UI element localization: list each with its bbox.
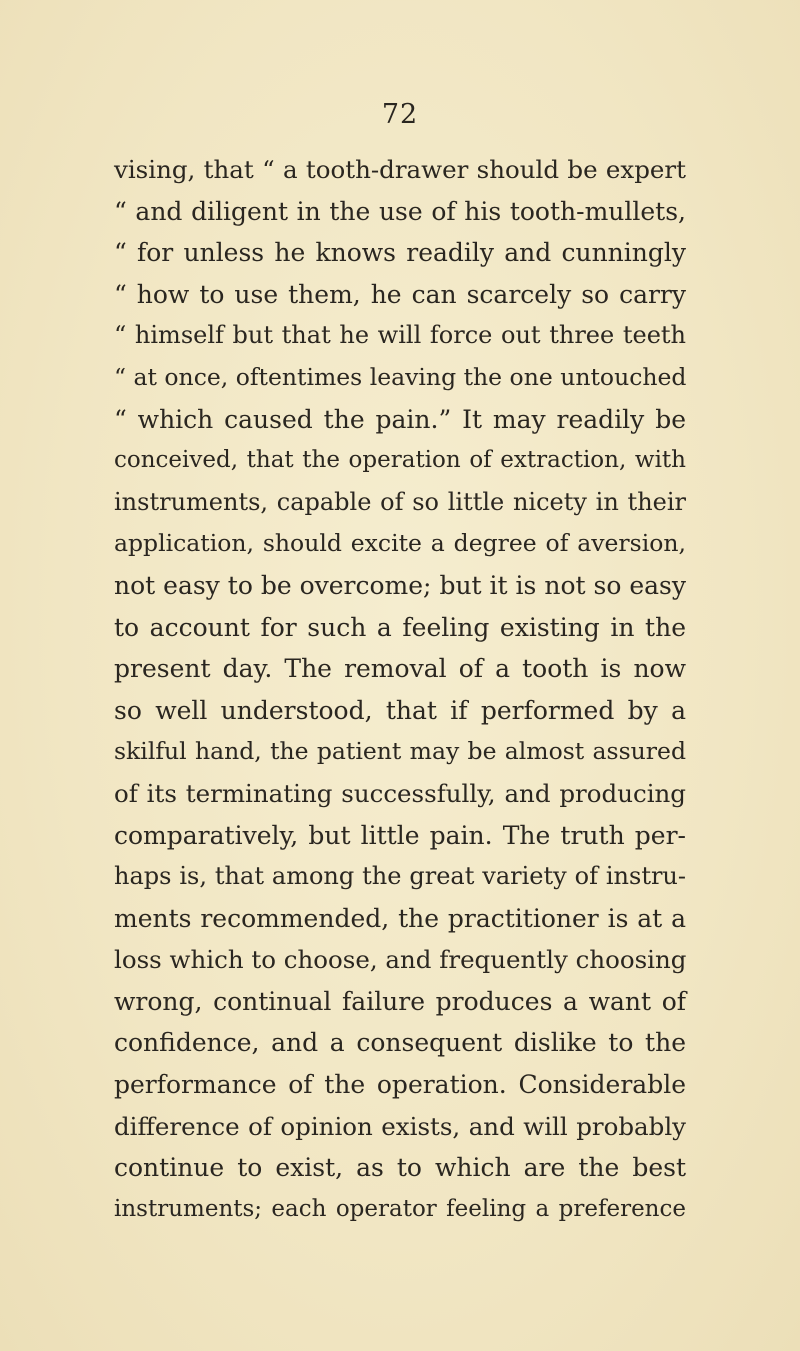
text-line: confidence, and a consequent dislike to the	[114, 1028, 686, 1058]
text-line: instruments, capable of so little nicety in their	[114, 487, 686, 516]
text-line: “ which caused the pain.” It may readily be	[114, 404, 686, 434]
page-number: 72	[381, 99, 419, 130]
body-text	[114, 149, 686, 1230]
text-line: performance of the operation. Considerable	[114, 1070, 686, 1100]
text-line: “ and diligent in the use of his tooth-mullets,	[114, 196, 686, 226]
text-line: “ how to use them, he can scarcely so carry	[114, 279, 686, 309]
text-line: “ himself but that he will force out three teeth	[114, 321, 686, 350]
text-line: of its terminating successfully, and producing	[114, 778, 686, 808]
text-line: loss which to choose, and frequently choosing	[114, 945, 687, 975]
text-line: “ for unless he knows readily and cunningly	[114, 238, 686, 268]
text-line: present day. The removal of a tooth is now	[114, 654, 686, 684]
text-line: “ at once, oftentimes leaving the one untouched	[114, 362, 687, 391]
text-line: ments recommended, the practitioner is at a	[114, 903, 686, 933]
text-line: instruments; each operator feeling a preference	[114, 1195, 686, 1222]
text-line: haps is, that among the great variety of instru-	[114, 862, 686, 891]
text-line: comparatively, but little pain. The truth per-	[114, 820, 686, 850]
text-line: vising, that “ a tooth-drawer should be expert	[114, 155, 686, 184]
text-line: to account for such a feeling existing in the	[114, 612, 686, 642]
text-line: not easy to be overcome; but it is not so easy	[114, 570, 686, 600]
text-line: so well understood, that if performed by a	[114, 695, 686, 725]
text-line: conceived, that the operation of extraction, with	[114, 447, 686, 474]
text-line: difference of opinion exists, and will probably	[114, 1111, 686, 1141]
text-line: application, should excite a degree of aversion,	[114, 529, 686, 558]
text-line: continue to exist, as to which are the best	[114, 1153, 686, 1183]
text-line: wrong, continual failure produces a want of	[114, 986, 686, 1016]
text-line: skilful hand, the patient may be almost assured	[114, 737, 686, 766]
